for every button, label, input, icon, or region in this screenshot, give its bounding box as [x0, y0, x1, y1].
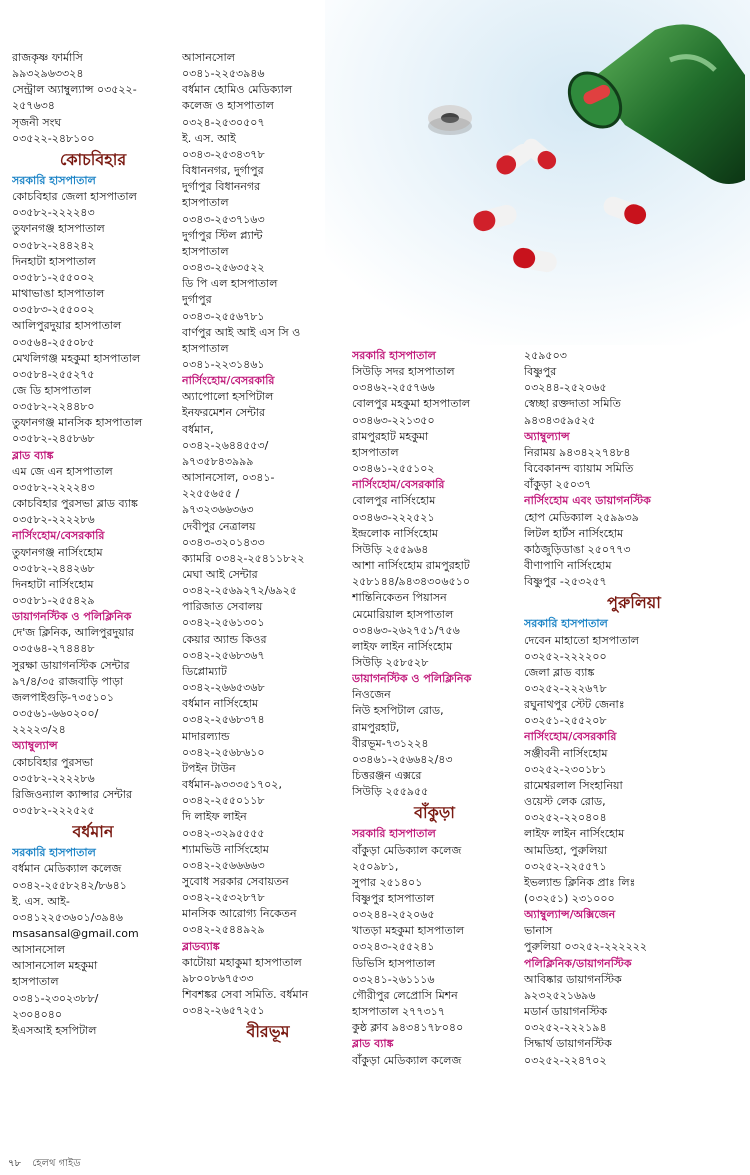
- listing-line: ০৩৪২-২৫৪৪৯২৯: [182, 923, 265, 937]
- listing-line: ০৩৪২-৩২৯৫৫৫৫: [182, 826, 265, 840]
- district-heading: পুরুলিয়া: [607, 593, 661, 613]
- listing-line: আসানসোল: [182, 51, 235, 64]
- listing-line: বিষ্ণুপুর: [524, 365, 557, 379]
- category-heading: নার্সিংহোম এবং ডায়াগনস্টিক: [524, 494, 651, 508]
- category-heading: অ্যাম্বুল্যান্স: [524, 429, 570, 443]
- category-heading: নার্সিংহোম/বেসরকারি: [524, 730, 617, 744]
- listing-line: ০৩৪৬৩-২২১৩৫০: [352, 413, 435, 427]
- listing-line: গৌরীপুর লেপ্রোসি মিশন: [352, 988, 458, 1002]
- listing-line: লাইফ লাইন নার্সিংহোম: [524, 827, 625, 841]
- listing-line: ০৩২৫২-২২০৪০৪: [524, 811, 607, 825]
- district-heading: বীরভূম: [246, 1022, 290, 1042]
- listing-line: ০৩২৫২-২২২২০০: [524, 649, 607, 663]
- listing-line: ০৩৪৬২-২৫৫৭৬৬: [352, 381, 435, 395]
- listing-line: জেলা ব্লাড ব্যাঙ্ক: [524, 665, 595, 679]
- listing-line: হাসপাতাল: [352, 445, 399, 459]
- listing-line: ওয়েস্ট লেক রোড,: [524, 795, 606, 809]
- listing-line: আলিপুরদুয়ার হাসপাতাল: [12, 319, 122, 333]
- listing-line: বিধাননগর, দুর্গাপুর: [182, 164, 264, 178]
- listing-line: বর্ধমান নার্সিংহোম: [182, 697, 259, 711]
- listing-line: হাসপাতাল: [182, 244, 229, 258]
- listing-line: নিউ হসপিটাল রোড,: [352, 704, 444, 718]
- listing-line: ই. এস. আই-: [12, 894, 70, 908]
- listing-line: মেঘা আই সেন্টার: [182, 568, 258, 581]
- listing-line: তুফানগঞ্জ মানসিক হাসপাতাল: [12, 416, 143, 430]
- district-heading: বাঁকুড়া: [414, 803, 455, 823]
- listing-line: ইন্দ্রলোক নার্সিংহোম: [352, 526, 439, 540]
- listing-line: রামপুরহাট মহকুমা: [352, 429, 429, 443]
- listing-line: মডার্ন ডায়াগনস্টিক: [524, 1005, 608, 1019]
- listing-line: বর্ধমান-৯৩৩৩৫১৭০২,: [182, 778, 282, 792]
- listing-line: তুফানগঞ্জ নার্সিংহোম: [12, 545, 103, 559]
- listing-line: ২২৫৫৬৫৫ /: [182, 487, 240, 501]
- listing-line: ০৩৪২-২৫৬৬৬৬৩: [182, 858, 265, 872]
- listing-column-3: [352, 348, 517, 1069]
- listing-line: চিত্তরঞ্জন এক্সরে: [352, 769, 422, 783]
- listing-line: ০৩২৫২-২২২১৯৪: [524, 1021, 607, 1035]
- listing-line: msasansal@gmail.com: [12, 926, 139, 940]
- category-heading: ডায়াগনস্টিক ও পলিক্লিনিক: [352, 672, 472, 686]
- listing-line: ৯২৩২৫২১৬৯৬: [524, 988, 596, 1002]
- listing-line: ২৫৮১৪৪/৯৪৩৪৩০৬৫১০: [352, 575, 470, 589]
- listing-line: ০৩৪১-২২৫৩৯৪৬: [182, 67, 265, 81]
- listing-line: সুপার ২৫১৪০১: [352, 875, 423, 889]
- listing-line: হাসপাতাল: [182, 341, 229, 355]
- listing-line: ০৩৫৬৪-২৫৫০৮৫: [12, 335, 95, 349]
- listing-line: ০৩৪৬১-২৫৫১০২: [352, 462, 435, 476]
- listing-line: ০৩২৪৪-২৫২০৬৫: [352, 908, 435, 922]
- listing-line: ২৫০৯৮১,: [352, 859, 399, 873]
- listing-line: ০৩৪২-২৫৬৮৩৭৪: [182, 713, 265, 727]
- listing-line: ২২২২৩/২৪: [12, 723, 66, 737]
- listing-line: সেন্ট্রাল অ্যাম্বুল্যান্স ০৩৫২২-: [12, 83, 137, 97]
- listing-line: বিবেকানন্দ ব্যায়াম সমিতি: [524, 462, 634, 476]
- listing-line: সিউড়ি ২৫৮৫২৮: [352, 655, 429, 669]
- listing-line: ০৩৫৮১-২৫৫০০২: [12, 270, 95, 284]
- listing-line: দিনহাটা নার্সিংহোম: [12, 577, 94, 591]
- listing-line: আবিষ্কার ডায়াগনস্টিক: [524, 972, 622, 986]
- listing-line: বর্ধমান,: [182, 422, 214, 436]
- listing-line: ০৩২৫২-২২২৬৭৮: [524, 681, 607, 695]
- listing-line: ০৩৪১-২৩০২৩৮৮/: [12, 991, 99, 1005]
- category-heading: সরকারি হাসপাতাল: [12, 846, 96, 860]
- listing-line: আসানসোল: [12, 943, 65, 957]
- listing-line: ইএসআই হসপিটাল: [12, 1023, 97, 1037]
- listing-line: ৯৭/৪/৩৫ রাজবাড়ি পাড়া: [12, 674, 124, 688]
- listing-column-2: [182, 50, 354, 1045]
- listing-line: বীরভূম-৭৩১২২৪: [352, 736, 429, 750]
- listing-line: ০৩৪৩-২৫৩৪৩৭৮: [182, 147, 265, 161]
- listing-line: এম জে এন হাসপাতাল: [12, 464, 113, 478]
- listing-line: অ্যাপোলো হসপিটাল: [182, 390, 274, 404]
- category-heading: নার্সিংহোম/বেসরকারি: [182, 374, 275, 388]
- listing-line: বিষ্ণুপুর -২৫৩২৫৭: [524, 575, 607, 589]
- listing-line: মেমোরিয়াল হাসপাতাল: [352, 607, 454, 621]
- listing-line: ০৩৪২-২৫৬৮৬১০: [182, 745, 265, 759]
- listing-line: ০৩৪২-২৫৫৮২৪২/৮৬৪১: [12, 878, 127, 892]
- listing-line: শান্তিনিকেতন পিয়াসন: [352, 591, 447, 605]
- listing-line: বোলপুর নার্সিংহোম: [352, 494, 436, 508]
- listing-line: কেয়ার অ্যান্ড কিওর: [182, 632, 267, 646]
- listing-line: ০৩৪২-২৫৩২৮৭৮: [182, 891, 265, 905]
- category-heading: সরকারি হাসপাতাল: [12, 173, 96, 187]
- listing-line: লাইফ লাইন নার্সিংহোম: [352, 639, 453, 653]
- listing-column-4: [524, 348, 744, 1069]
- listing-line: বিষ্ণুপুর হাসপাতাল: [352, 892, 435, 905]
- listing-line: ০৩৫৮২-২২২২৪৩: [12, 480, 95, 494]
- listing-line: আমডিহা, পুরুলিয়া: [524, 843, 608, 857]
- listing-line: ০৩৪৬৩-২৬২৭৫১/৭৫৬: [352, 623, 460, 637]
- listing-line: ৯৪৩৪৩৫৯৫২৫: [524, 413, 596, 427]
- page-number: ৭৮: [8, 1158, 21, 1169]
- listing-line: সিউড়ি ২৫৫৯৬৪: [352, 542, 429, 556]
- listing-line: ০৩৫৮২-২২২২৪৩: [12, 206, 95, 220]
- listing-line: ০৩৪১-২২৩১৪৬১: [182, 357, 265, 371]
- listing-line: সিউড়ি সদর হাসপাতাল: [352, 365, 455, 379]
- listing-line: ০৩৪৩-২৫৩৭১৬৩: [182, 212, 265, 226]
- listing-column-1: [12, 50, 174, 1039]
- listing-line: নিরাময় ৯৪৩৪২২৭৪৮৪: [524, 445, 631, 459]
- listing-line: ইনফরমেশন সেন্টার: [182, 406, 266, 420]
- bottle-cap-icon: [428, 105, 472, 135]
- listing-line: দে'জ ক্লিনিক, আলিপুরদুয়ার: [12, 626, 134, 640]
- district-heading: কোচবিহার: [59, 149, 127, 169]
- listing-line: ০৩২৪৪-২৫২০৬৫: [524, 381, 607, 395]
- listing-line: খাতড়া মহকুমা হাসপাতাল: [352, 924, 465, 938]
- page-footer: [8, 1156, 81, 1173]
- listing-line: কাঠজুড়িডাঙা ২৫০৭৭৩: [524, 542, 631, 556]
- listing-line: ০৩২৫১-২৫৫২০৮: [524, 714, 607, 728]
- listing-line: ০৩৪২-২৬৫৭২৫১: [182, 1004, 265, 1018]
- listing-line: ডিভিসি হাসপাতাল: [352, 956, 436, 970]
- listing-line: ০৩৫৮২-২৪৫৮৬৮: [12, 432, 95, 446]
- listing-line: ০৩৫৬৪-২৭৪৪৪৮: [12, 642, 95, 656]
- listing-line: ০৩২৫২-২৩০১৮১: [524, 762, 607, 776]
- listing-line: বাঁকুড়া মেডিক্যাল কলেজ: [352, 843, 462, 857]
- listing-line: ইভল্যান্ড ক্লিনিক প্রাঃ লিঃ: [524, 875, 636, 889]
- listing-line: বীণাপাণি নার্সিংহোম: [524, 559, 612, 573]
- listing-line: ০৩৫৮২-২৪৪২৬৮: [12, 561, 95, 575]
- listing-line: দুর্গাপুর: [182, 293, 212, 307]
- listing-line: ০৩৪৬১-২৫৬৬৪২/৪৩: [352, 752, 453, 766]
- category-heading: ডায়াগনস্টিক ও পলিক্লিনিক: [12, 610, 132, 624]
- listing-line: মাদারল্যান্ড: [182, 729, 230, 743]
- listing-line: আসানসোল, ০৩৪১-: [182, 471, 275, 485]
- listing-line: টপইন টাউন: [182, 761, 236, 775]
- listing-line: ০৩৫৮১-২৫৫৪২৯: [12, 594, 95, 607]
- category-heading: সরকারি হাসপাতাল: [352, 827, 436, 841]
- listing-line: ০৩৪৩-৩২০১৪৩৩: [182, 535, 265, 549]
- listing-line: ৯৭৩২৩৬৬৩৬৩: [182, 503, 254, 517]
- listing-line: বাঁকুড়া মেডিক্যাল কলেজ: [352, 1053, 462, 1067]
- listing-line: সঞ্জীবনী নার্সিংহোম: [524, 746, 608, 760]
- publication-title: হেলথ গাইড: [32, 1158, 81, 1169]
- listing-line: ০৩৪৩-২৫৫৬৭৮১: [182, 309, 265, 323]
- listing-line: রামেশ্বরলাল সিংহানিয়া: [524, 778, 623, 792]
- listing-line: কোচবিহার পুরসভা ব্লাড ব্যাঙ্ক: [12, 497, 138, 511]
- listing-line: ০৩৪২-২৫৬১৩০১: [182, 616, 265, 630]
- listing-line: ০৩২৫২-২২৫৫৭১: [524, 859, 607, 873]
- district-heading: বর্ধমান: [72, 822, 114, 842]
- category-heading: অ্যাম্বুল্যান্স/অক্সিজেন: [524, 908, 616, 922]
- listing-line: দিনহাটা হাসপাতাল: [12, 254, 96, 268]
- listing-line: ০৩৫৮২-২২২২৮৬: [12, 771, 95, 785]
- listing-line: ০৩৪২-২৬৬৫৩৬৮: [182, 681, 265, 695]
- listing-line: পারিজাত সেবালয়: [182, 600, 263, 614]
- listing-line: নিওজেন: [352, 688, 391, 702]
- listing-line: ০৩৪৬৩-২২২৫২১: [352, 510, 435, 524]
- listing-line: ০৩২৫২-২২৪৭০২: [524, 1053, 607, 1067]
- listing-line: বাঁকুড়া ২৫০৩৭: [524, 478, 592, 492]
- listing-line: দুর্গাপুর স্টিল প্ল্যান্ট: [182, 228, 263, 242]
- category-heading: সরকারি হাসপাতাল: [524, 617, 608, 631]
- listing-line: দি লাইফ লাইন: [182, 810, 247, 824]
- listing-line: ০৩৫৮২-২২২২৮৬: [12, 513, 95, 527]
- listing-line: পুরুলিয়া ০৩২৫২-২২২২২২: [524, 940, 648, 954]
- listing-line: ৯৭৩৫৮৪৩৯৯৯: [182, 454, 254, 468]
- category-heading: নার্সিংহোম/বেসরকারি: [352, 478, 445, 492]
- category-heading: সরকারি হাসপাতাল: [352, 349, 436, 362]
- listing-line: রিজিওন্যাল ক্যান্সার সেন্টার: [12, 787, 133, 801]
- listing-line: (০৩২৫১) ২৩১০০০: [524, 892, 615, 905]
- category-heading: ব্লাডব্যাঙ্ক: [182, 939, 220, 953]
- category-heading: অ্যাম্বুল্যান্স: [12, 739, 58, 753]
- listing-line: কোচবিহার পুরসভা: [12, 755, 94, 769]
- listing-line: কোচবিহার জেলা হাসপাতাল: [12, 190, 137, 204]
- listing-line: বোলপুর মহকুমা হাসপাতাল: [352, 397, 470, 411]
- category-heading: ব্লাড ব্যাঙ্ক: [352, 1037, 394, 1051]
- listing-line: রঘুনাথপুর স্টেট জেনাঃ: [524, 698, 625, 712]
- pill-bottle-illustration: [325, 0, 750, 345]
- listing-line: সৃজনী সংঘ: [12, 115, 62, 129]
- listing-line: বর্ধমান হোমিও মেডিক্যাল: [182, 83, 293, 97]
- listing-line: ২৫৯৫০৩: [524, 349, 567, 362]
- category-heading: ব্লাড ব্যাঙ্ক: [12, 448, 54, 462]
- listing-line: স্বেচ্ছা রক্তদাতা সমিতি: [524, 397, 621, 411]
- listing-line: আশা নার্সিংহোম রামপুরহাট: [352, 559, 470, 573]
- listing-line: মাথাভাঙা হাসপাতাল: [12, 287, 105, 301]
- listing-line: বর্ধমান মেডিক্যাল কলেজ: [12, 862, 122, 876]
- listing-line: জলপাইগুড়ি-৭৩৫১০১: [12, 690, 115, 704]
- listing-line: সিদ্ধার্থ ডায়াগনস্টিক: [524, 1037, 612, 1051]
- listing-line: হাসপাতাল: [12, 975, 59, 989]
- listing-line: ০৩৪৩-২৫৬৩৫২২: [182, 261, 265, 275]
- listing-line: ০৩৫৮২-২২২৫২৫: [12, 804, 95, 818]
- listing-line: ০৩৫৮২-২৪৪২৪২: [12, 238, 95, 252]
- listing-line: ০৩৪২-২৫৬৯২৭২/৬৯২৫: [182, 584, 297, 598]
- listing-line: মানসিক আরোগ্য নিকেতন: [182, 907, 297, 921]
- listing-line: ৯৮০০৮৬৭৫৩৩: [182, 971, 254, 985]
- listing-line: কাটোয়া মহাকুমা হাসপাতাল: [182, 955, 302, 969]
- listing-line: ক্যামরি ০৩৪২-২৫৪১১৮২২: [182, 551, 305, 565]
- listing-line: রাজকৃষ্ণ ফার্মাসি: [12, 51, 83, 64]
- listing-line: কলেজ ও হাসপাতাল: [182, 99, 274, 113]
- listing-line: ভানাস: [524, 924, 553, 938]
- category-heading: নার্সিংহোম/বেসরকারি: [12, 529, 105, 543]
- listing-line: ০৩৫২২-২৪৮১০০: [12, 131, 95, 145]
- listing-line: রামপুরহাট,: [352, 720, 400, 734]
- listing-line: কুষ্ঠ ক্লাব ৯৪৩৪১৭৮০৪০: [352, 1021, 464, 1035]
- listing-line: ০৩২৪১-২৬১১১৬: [352, 972, 435, 986]
- listing-line: শিবশঙ্কর সেবা সমিতি. বর্ধমান: [182, 988, 309, 1002]
- listing-line: ০৩৫৮৩-২৫৫০০২: [12, 303, 95, 317]
- listing-line: আসানসোল মহকুমা: [12, 959, 98, 973]
- listing-line: ০৩৫৮৪-২৫৫২৭৫: [12, 367, 95, 381]
- listing-line: দেবেন মাহাতো হাসপাতাল: [524, 633, 640, 647]
- listing-line: ০৩৪২-২৫৬৮৩৬৭: [182, 648, 265, 662]
- listing-line: বার্ণপুর আই আই এস সি ও: [182, 325, 301, 339]
- listing-line: দেবীপুর নেত্রালয়: [182, 519, 256, 533]
- listing-line: ২৩০৪০৪০: [12, 1007, 63, 1021]
- listing-line: ডিপ্লোম্যাট: [182, 664, 227, 678]
- listing-line: সুরক্ষা ডায়াগনস্টিক সেন্টার: [12, 658, 130, 672]
- listing-line: সুবোধ সরকার সেবায়তন: [182, 874, 289, 888]
- listing-line: তুফানগঞ্জ হাসপাতাল: [12, 222, 105, 236]
- listing-line: ০৩৪২-২৫৫০১১৮: [182, 794, 265, 808]
- listing-line: ৯৯৩২৯৬৩৩২৪: [12, 67, 84, 81]
- listing-line: হাসপাতাল ২৭৭৩১৭: [352, 1005, 445, 1019]
- listing-line: ডি পি এল হাসপাতাল: [182, 277, 278, 291]
- listing-line: লিটল হার্টস নার্সিংহোম: [524, 526, 624, 540]
- listing-line: দুর্গাপুর বিধাননগর: [182, 180, 261, 194]
- listing-line: ০৩৪১২২৫৩৬০১/৩৯৪৬: [12, 910, 123, 924]
- listing-line: ০৩২৪-২৫৩০৫০৭: [182, 115, 265, 129]
- listing-line: শ্যামভিউ নার্সিংহোম: [182, 842, 269, 856]
- listing-line: জে ডি হাসপাতাল: [12, 383, 92, 397]
- listing-line: ই. এস. আই: [182, 131, 236, 145]
- listing-line: হোপ মেডিক্যাল ২৫৯৯৩৯: [524, 510, 639, 524]
- listing-line: মেখলিগঞ্জ মহকুমা হাসপাতাল: [12, 351, 141, 365]
- listing-line: ০৩৫৬১-৬৬০২০০/: [12, 707, 99, 721]
- listing-line: ২৫৭৬৩৪: [12, 99, 55, 113]
- listing-line: ০৩৪২-২৬৪৪৫৫৩/: [182, 438, 269, 452]
- listing-line: ০৩৫৮২-২২৪৪৮০: [12, 400, 95, 414]
- listing-line: সিউড়ি ২৫৫৯৫৫: [352, 785, 429, 799]
- listing-line: ০৩২৪৩-২৫৫২৪১: [352, 940, 435, 954]
- category-heading: পলিক্লিনিক/ডায়াগনস্টিক: [524, 956, 632, 970]
- listing-line: হাসপাতাল: [182, 196, 229, 210]
